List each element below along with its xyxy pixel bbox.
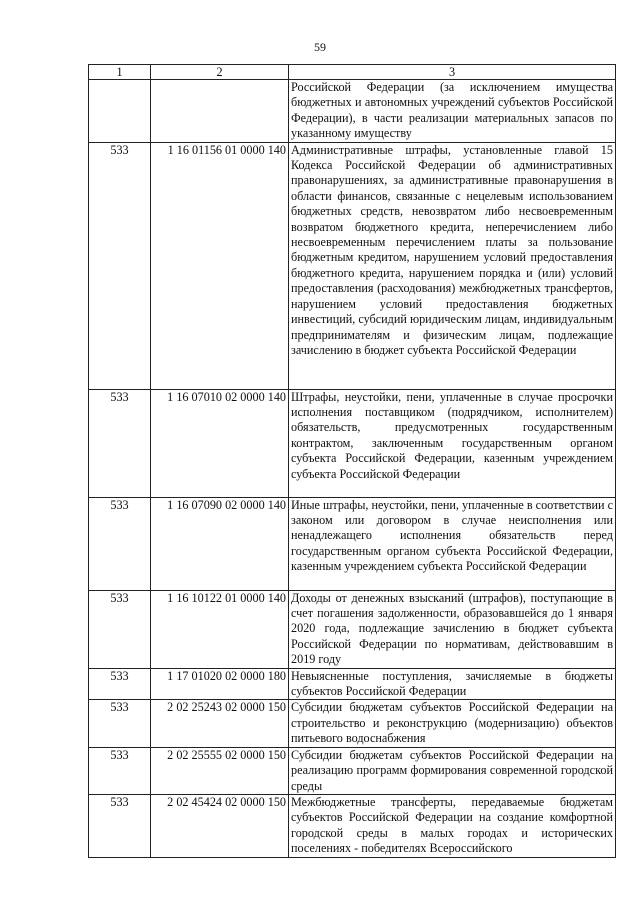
- table-row: [89, 700, 616, 747]
- admin-code: 533: [89, 668, 151, 700]
- budget-classification-code: 1 16 01156 01 0000 140: [151, 142, 289, 389]
- budget-classification-code: 2 02 25243 02 0000 150: [151, 700, 289, 747]
- revenue-codes-table: [88, 64, 616, 858]
- revenue-description: Межбюджетные трансферты, передаваемые бюджетам субъектов Российской Федерации на создание комфортной городской среды в малых городах и исторических поселениях - победителях Всероссийского: [289, 794, 616, 857]
- table-row: [89, 142, 616, 389]
- admin-code: 533: [89, 590, 151, 668]
- page-number: 59: [314, 40, 326, 54]
- budget-classification-code: 1 16 07090 02 0000 140: [151, 497, 289, 590]
- budget-classification-code: 2 02 45424 02 0000 150: [151, 794, 289, 857]
- header-col-3: 3: [289, 65, 616, 80]
- admin-code: 533: [89, 389, 151, 497]
- budget-classification-code: 1 16 10122 01 0000 140: [151, 590, 289, 668]
- header-col-1: 1: [89, 65, 151, 80]
- admin-code: 533: [89, 700, 151, 747]
- budget-classification-code: 1 16 07010 02 0000 140: [151, 389, 289, 497]
- revenue-description: Субсидии бюджетам субъектов Российской Федерации на строительство и реконструкцию (модернизацию) объектов питьевого водоснабжения: [289, 700, 616, 747]
- table-row: [89, 389, 616, 497]
- revenue-description: Административные штрафы, установленные главой 15 Кодекса Российской Федерации об административных правонарушениях, за административные правонарушения в области финансов, связанные с нецелевым использованием бюджетных средств, невозвратом либо несвоевременным возвратом бюджетного кредита, неперечислением либо несвоевременным перечислением платы за пользование бюджетным кредитом, нарушением условий предоставления бюджетного кредита, нарушением порядка и (или) условий предоставления (расходования) межбюджетных трансфертов, нарушением условий предоставления бюджетных инвестиций, субсидий юридическим лицам, индивидуальным предпринимателям и физическим лицам, подлежащие зачислению в бюджет субъекта Российской Федерации: [289, 142, 616, 389]
- table-row: [89, 668, 616, 700]
- admin-code: [89, 80, 151, 143]
- revenue-description: Иные штрафы, неустойки, пени, уплаченные в соответствии с законом или договором в случае неисполнения или ненадлежащего исполнения обязательств перед государственным органом субъекта Российской Федерации, казенным учреждением субъекта Российской Федерации: [289, 497, 616, 590]
- admin-code: 533: [89, 747, 151, 794]
- revenue-description: Невыясненные поступления, зачисляемые в бюджеты субъектов Российской Федерации: [289, 668, 616, 700]
- table-row: [89, 590, 616, 668]
- budget-classification-code: 2 02 25555 02 0000 150: [151, 747, 289, 794]
- revenue-description: Субсидии бюджетам субъектов Российской Федерации на реализацию программ формирования современной городской среды: [289, 747, 616, 794]
- table-row: [89, 747, 616, 794]
- table-row: [89, 497, 616, 590]
- table-row: [89, 80, 616, 143]
- budget-classification-code: 1 17 01020 02 0000 180: [151, 668, 289, 700]
- table-row: [89, 794, 616, 857]
- revenue-description: Доходы от денежных взысканий (штрафов), поступающие в счет погашения задолженности, образовавшейся до 1 января 2020 года, подлежащие зачислению в бюджет субъекта Российской Федерации по нормативам, действовавшим в 2019 году: [289, 590, 616, 668]
- admin-code: 533: [89, 497, 151, 590]
- header-row: [89, 65, 616, 80]
- header-col-2: 2: [151, 65, 289, 80]
- admin-code: 533: [89, 142, 151, 389]
- revenue-description: Штрафы, неустойки, пени, уплаченные в случае просрочки исполнения поставщиком (подрядчиком, исполнителем) обязательств, предусмотренных государственным контрактом, заключенным государственным органом субъекта Российской Федерации, казенным учреждением субъекта Российской Федерации: [289, 389, 616, 497]
- admin-code: 533: [89, 794, 151, 857]
- revenue-description: Российской Федерации (за исключением имущества бюджетных и автономных учреждений субъектов Российской Федерации), в части реализации материальных запасов по указанному имуществу: [289, 80, 616, 143]
- budget-classification-code: [151, 80, 289, 143]
